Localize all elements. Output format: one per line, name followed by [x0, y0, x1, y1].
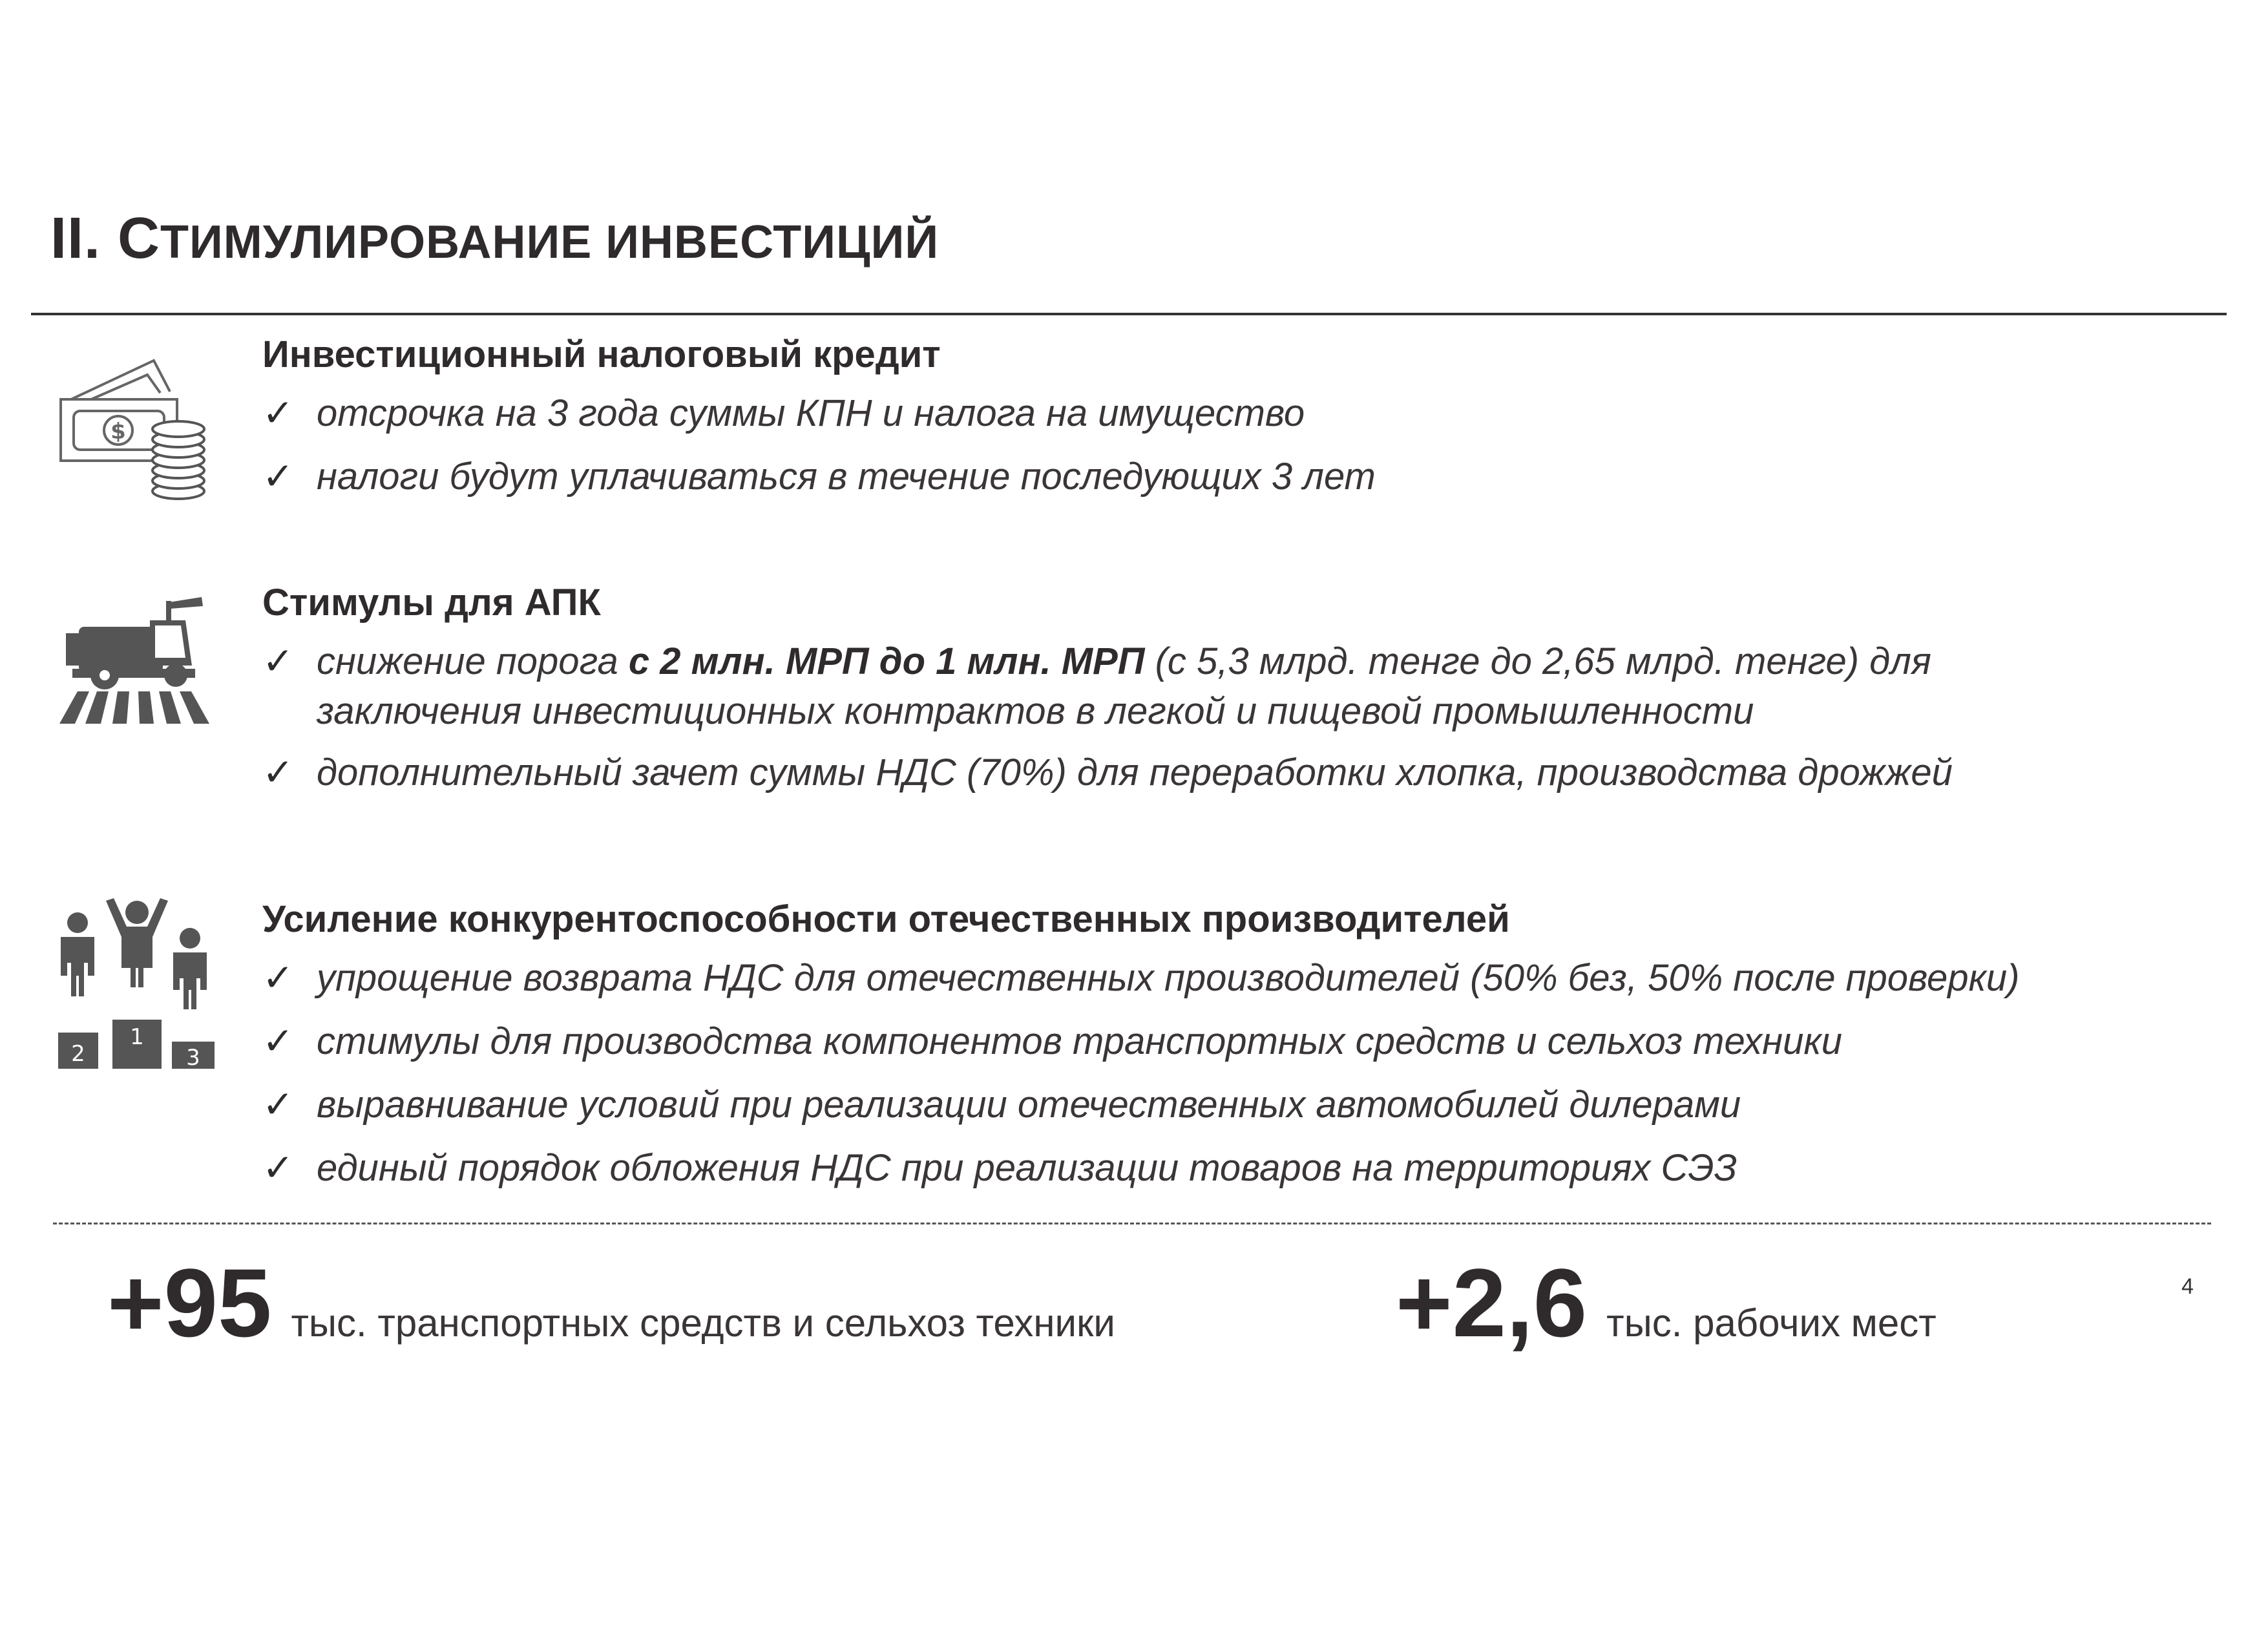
list-item-text-pre: снижение порога — [317, 640, 629, 682]
check-icon: ✓ — [262, 1084, 294, 1126]
list-item-text: стимулы для производства компонентов транспортных средств и сельхоз техники — [317, 1020, 1842, 1062]
check-icon: ✓ — [262, 1147, 294, 1189]
check-icon: ✓ — [262, 456, 294, 498]
podium-number-3: 3 — [186, 1045, 200, 1071]
check-icon: ✓ — [262, 957, 294, 999]
check-icon: ✓ — [262, 392, 294, 434]
list-item — [262, 451, 2227, 503]
bullet-list — [262, 636, 2227, 799]
page-title-prefix: II. С — [50, 206, 161, 271]
list-item-text-line2: заключения инвестиционных контрактов в легкой и пищевой промышленности — [317, 690, 1754, 732]
section-agro-stimulus — [262, 582, 2227, 799]
stat-jobs — [1396, 1247, 1937, 1359]
section-investment-tax-credit — [262, 333, 2227, 503]
list-item-text: единый порядок обложения НДС при реализации товаров на территориях СЭЗ — [317, 1147, 1738, 1189]
svg-text:$: $ — [110, 419, 126, 445]
list-item-text: отсрочка на 3 года суммы КПН и налога на имущество — [317, 392, 1305, 434]
section-competitiveness — [262, 898, 2227, 1194]
list-item-text: выравнивание условий при реализации отечественных автомобилей дилерами — [317, 1084, 1741, 1126]
check-icon: ✓ — [262, 1020, 294, 1062]
list-item — [262, 1079, 2227, 1131]
check-icon: ✓ — [262, 640, 294, 682]
podium-icon — [54, 898, 222, 1073]
stat-vehicles — [107, 1247, 1115, 1359]
section-heading: Инвестиционный налоговый кредит — [262, 333, 941, 375]
stat-value: +2,6 — [1396, 1248, 1588, 1357]
section-heading: Стимулы для АПК — [262, 582, 601, 624]
bullet-list — [262, 388, 2227, 503]
list-item-text: налоги будут уплачиваться в течение последующих 3 лет — [317, 456, 1376, 498]
list-item — [262, 636, 2227, 735]
list-item-text-post: (с 5,3 млрд. тенге до 2,65 млрд. тенге) для — [1144, 640, 1931, 682]
list-item-text: дополнительный зачет суммы НДС (70%) для переработки хлопка, производства дрожжей — [317, 751, 1953, 793]
list-item — [262, 388, 2227, 439]
list-item — [262, 952, 2227, 1004]
harvester-icon — [53, 594, 215, 724]
stat-label: тыс. транспортных средств и сельхоз техники — [291, 1301, 1115, 1345]
page-title-smallcaps: ТИМУЛИРОВАНИЕ ИНВЕСТИЦИЙ — [160, 216, 940, 268]
stat-label: тыс. рабочих мест — [1606, 1301, 1937, 1345]
stat-value: +95 — [107, 1248, 272, 1357]
page-title — [50, 205, 939, 272]
dotted-divider — [53, 1223, 2211, 1224]
money-coins-icon — [57, 354, 212, 503]
podium-number-1: 1 — [130, 1024, 144, 1050]
check-icon: ✓ — [262, 751, 294, 793]
list-item — [262, 1016, 2227, 1067]
list-item-text-bold: с 2 млн. МРП до 1 млн. МРП — [628, 640, 1145, 682]
section-heading: Усиление конкурентоспособности отечественных производителей — [262, 898, 1510, 940]
list-item-text: упрощение возврата НДС для отечественных производителей (50% без, 50% после проверки) — [317, 957, 2020, 999]
podium-number-2: 2 — [71, 1041, 85, 1067]
list-item — [262, 747, 2227, 799]
bullet-list — [262, 952, 2227, 1194]
title-divider — [31, 313, 2227, 315]
list-item — [262, 1142, 2227, 1194]
page-number: 4 — [2181, 1274, 2194, 1299]
